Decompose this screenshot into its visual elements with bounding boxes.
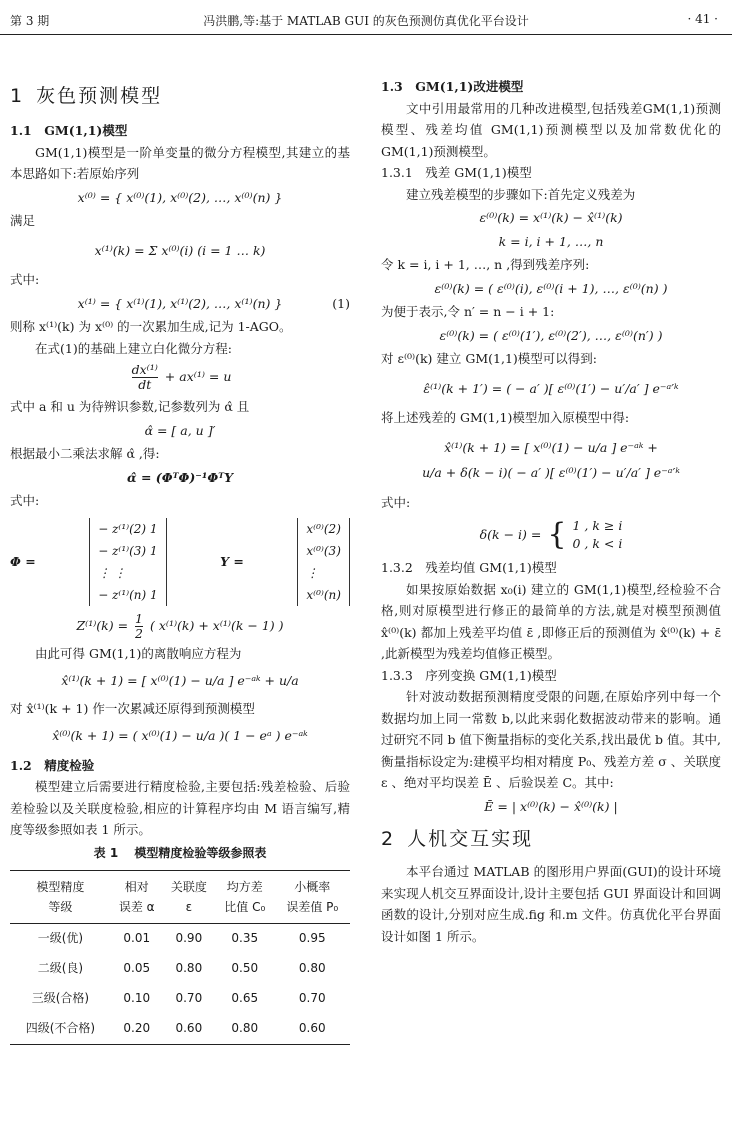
table-cell: 二级(良)	[37, 961, 84, 976]
table-row	[10, 954, 350, 984]
equation-rest: + ax⁽¹⁾ = u	[164, 369, 232, 384]
table-cell: 0.95	[298, 931, 326, 946]
table-cell: 0.70	[175, 991, 203, 1006]
denominator: dt	[138, 377, 152, 392]
table-cell: 三级(合格)	[31, 991, 90, 1006]
equation: ε⁽⁰⁾(k) = ( ε⁽⁰⁾(1′), ε⁽⁰⁾(2′), …, ε⁽⁰⁾(n′) )	[439, 327, 663, 343]
column-header	[275, 871, 350, 924]
matrix-row: − z⁽¹⁾(n) 1	[98, 587, 158, 602]
paragraph: 对 x̂⁽¹⁾(k + 1) 作一次累减还原得到预测模型	[10, 700, 255, 716]
equation: α̂ = [ a, u ]′	[144, 422, 216, 438]
equation-rhs: ( x⁽¹⁾(k) + x⁽¹⁾(k − 1) )	[149, 617, 284, 633]
header-line: 小概率	[294, 880, 331, 894]
header-line: 均方差	[226, 880, 263, 894]
vector-row: ⋮	[306, 565, 319, 580]
equation-body: x⁽¹⁾ = { x⁽¹⁾(1), x⁽¹⁾(2), …, x⁽¹⁾(n) }	[77, 295, 283, 311]
numerator: dx⁽¹⁾	[131, 362, 158, 377]
table-cell: 0.65	[231, 991, 259, 1006]
equation-whitening	[10, 363, 350, 392]
paragraph: 式中:	[381, 494, 411, 510]
case: 1 , k ≥ i	[572, 518, 623, 533]
paragraph: 模型建立后需要进行精度检验,主要包括:残差检验、后验差检验以及关联度检验,相应的计算程序均由 M 语言编写,精度等级参照如表 1 所示。	[10, 779, 350, 837]
subsection-1-1: 1.1 GM(1,1)模型	[10, 123, 128, 138]
paragraph: 式中:	[10, 493, 40, 508]
paragraph: 则称 x⁽¹⁾(k) 为 x⁽⁰⁾ 的一次累加生成,记为 1-AGO。	[10, 319, 292, 334]
equation: ε⁽⁰⁾(k) = x⁽¹⁾(k) − x̂⁽¹⁾(k)	[479, 210, 623, 225]
equation: x̂⁽¹⁾(k + 1) = [ x⁽⁰⁾(1) − u/a ] e⁻ᵃᵏ + u/a	[61, 673, 299, 688]
paragraph: 文中引用最常用的几种改进模型,包括残差GM(1,1)预测模型、残差均值 GM(1,1)预测模型以及加常数优化的 GM(1,1)预测模型。	[381, 100, 721, 159]
y-vector	[297, 518, 350, 606]
equation-delta	[381, 517, 721, 553]
numerator: 1	[135, 610, 143, 626]
table-cell: 四级(不合格)	[25, 1021, 96, 1036]
header-line: 等级	[48, 900, 73, 914]
table-cell: 0.60	[175, 1021, 203, 1036]
table-cell: 0.80	[231, 1021, 259, 1036]
subsubsection-1-3-1: 1.3.1 残差 GM(1,1)模型	[381, 165, 532, 180]
table-cell: 0.90	[175, 931, 203, 946]
table-cell: 一级(优)	[37, 931, 84, 946]
denominator: 2	[135, 625, 143, 641]
section-title: 灰色预测模型	[36, 85, 163, 107]
table-row	[10, 984, 350, 1014]
equation: k = i, i + 1, …, n	[498, 233, 604, 249]
table-cell: 0.70	[298, 991, 326, 1006]
paragraph: GM(1,1)模型是一阶单变量的微分方程模型,其建立的基本思路如下:若原始序列	[10, 144, 350, 181]
table-cell: 0.50	[231, 961, 259, 976]
paragraph: 满足	[10, 213, 36, 228]
table-cell: 0.80	[175, 961, 203, 976]
table-cell: 0.10	[123, 991, 151, 1006]
table-cell: 0.80	[298, 961, 326, 976]
fraction	[132, 363, 158, 392]
y-label: Y =	[220, 553, 244, 569]
section-title: 人机交互实现	[407, 828, 534, 850]
paragraph: 由此可得 GM(1,1)的离散响应方程为	[35, 645, 242, 661]
header-line: 比值 C₀	[224, 900, 266, 914]
section-number: 1	[10, 85, 25, 107]
matrix-row: ⋮ ⋮	[98, 565, 127, 580]
paragraph: 如果按原始数据 x₀(i) 建立的 GM(1,1)模型,经检验不合格,则对原模型进行修正的最简单的方法,就是对模型预测值 x̂⁽⁰⁾(k) 都加上残差平均值 ε̄ ,即修正后的预测值为 x̂⁽⁰⁾(k) + ε̄ ,此新模型为残差均值修正模型。	[381, 581, 721, 661]
header-line: 相对	[124, 880, 149, 894]
paragraph: 为便于表示,令 n′ = n − i + 1:	[381, 304, 555, 319]
subsubsection-1-3-3: 1.3.3 序列变换 GM(1,1)模型	[381, 667, 557, 683]
header-line: 误差值 P₀	[286, 900, 339, 914]
paragraph: 式中 a 和 u 为待辨识参数,记参数列为 α̂ 且	[10, 399, 250, 414]
column-header	[10, 871, 111, 924]
page-number: · 41 ·	[687, 12, 718, 26]
table-cell: 0.20	[123, 1021, 151, 1036]
equation: ε⁽⁰⁾(k) = ( ε⁽⁰⁾(i), ε⁽⁰⁾(i + 1), …, ε⁽⁰⁾(n) )	[434, 280, 668, 296]
equation: x⁽¹⁾(k) = Σ x⁽⁰⁾(i) (i = 1 … k)	[94, 242, 266, 258]
issue-number: 第 3 期	[10, 14, 50, 28]
header-line: ε	[185, 900, 193, 914]
running-title: 冯洪鹏,等:基于 MATLAB GUI 的灰色预测仿真优化平台设计	[203, 14, 529, 28]
paragraph: 令 k = i, i + 1, …, n ,得到残差序列:	[381, 257, 590, 272]
paragraph: 根据最小二乘法求解 α̂ ,得:	[10, 446, 160, 461]
equation: x̂⁽⁰⁾(k + 1) = ( x⁽⁰⁾(1) − u/a )( 1 − eᵃ ) e⁻ᵃᵏ	[52, 728, 308, 743]
phi-label: Φ =	[10, 553, 36, 569]
header-line: 误差 α	[118, 900, 155, 914]
section-1-heading	[10, 82, 350, 110]
paragraph: 式中:	[10, 272, 40, 287]
fraction	[135, 612, 143, 641]
table-row	[10, 1014, 350, 1045]
table-caption: 表 1 模型精度检验等级参照表	[93, 845, 267, 860]
phi-matrix	[89, 518, 166, 606]
equation: ε̂⁽¹⁾(k + 1′) = ( − a′ )[ ε⁽⁰⁾(1′) − u′/a′ ] e⁻ᵃ′ᵏ	[423, 380, 679, 396]
table-header-row	[10, 871, 350, 924]
column-header	[215, 871, 275, 924]
subsubsection-1-3-2: 1.3.2 残差均值 GM(1,1)模型	[381, 560, 557, 575]
subsection-1-3: 1.3 GM(1,1)改进模型	[381, 79, 524, 94]
table-cell: 0.35	[231, 931, 259, 946]
equation: x⁽⁰⁾ = { x⁽⁰⁾(1), x⁽⁰⁾(2), …, x⁽⁰⁾(n) }	[77, 189, 283, 205]
paragraph: 针对波动数据预测精度受限的问题,在原始序列中每一个数据均加上同一常数 b,以此来弱化数据波动带来的影响。通过研究不同 b 值下衡量指标的变化关系,找出最优 b 值。其中,衡量指标设定为:建模平均相对精度 P₀、残差方差 σ 、关联度 ε 、绝对平均误差 Ē 、后验误差 C。其中:	[381, 689, 721, 790]
equation-number: (1)	[332, 295, 350, 311]
vector-row: x⁽⁰⁾(2)	[306, 521, 341, 536]
column-header	[163, 871, 215, 924]
equation: Ē = | x⁽⁰⁾(k) − x̂⁽⁰⁾(k) |	[484, 798, 618, 814]
header-line: 关联度	[170, 880, 207, 894]
running-header	[0, 8, 732, 35]
column-header	[111, 871, 163, 924]
vector-row: x⁽⁰⁾(3)	[306, 543, 341, 558]
paragraph: 将上述残差的 GM(1,1)模型加入原模型中得:	[381, 410, 630, 425]
paragraph: 对 ε⁽⁰⁾(k) 建立 GM(1,1)模型可以得到:	[381, 351, 598, 366]
piecewise-cases	[572, 517, 622, 553]
equation-1	[10, 293, 350, 315]
left-column	[10, 70, 350, 1045]
equation-lhs: Z⁽¹⁾(k) =	[76, 617, 129, 633]
paragraph: 在式(1)的基础上建立白化微分方程:	[35, 340, 232, 356]
matrix-row: − z⁽¹⁾(3) 1	[98, 543, 158, 558]
equation: u/a + δ(k − i)( − a′ )[ ε⁽⁰⁾(1′) − u′/a′ ] e⁻ᵃ′ᵏ	[422, 465, 680, 480]
vector-row: x⁽⁰⁾(n)	[306, 587, 341, 602]
left-brace: {	[547, 517, 567, 552]
section-number: 2	[381, 828, 396, 850]
accuracy-grade-table	[10, 870, 350, 1045]
table-cell: 0.60	[298, 1021, 326, 1036]
equation: x̂⁽¹⁾(k + 1) = [ x⁽⁰⁾(1) − u/a ] e⁻ᵃᵏ +	[444, 439, 658, 455]
paragraph: 本平台通过 MATLAB 的图形用户界面(GUI)的设计环境来实现人机交互界面设计,设计主要包括 GUI 界面设计和回调函数的设计,分别对应生成.fig 和.m 文件。仿真优化平台界面设计如图 1 所示。	[381, 864, 721, 944]
section-2-heading	[381, 825, 721, 853]
matrix-row: − z⁽¹⁾(2) 1	[98, 521, 158, 536]
equation-z	[10, 612, 350, 641]
table-cell: 0.01	[123, 931, 151, 946]
matrix-definitions	[10, 518, 350, 606]
case: 0 , k < i	[572, 536, 623, 551]
table-cell: 0.05	[123, 961, 151, 976]
table-row	[10, 924, 350, 955]
subsection-1-2: 1.2 精度检验	[10, 757, 95, 773]
right-column	[381, 70, 721, 947]
equation: α̂ = (ΦᵀΦ)⁻¹ΦᵀY	[126, 469, 233, 485]
equation-lhs: δ(k − i) =	[479, 527, 542, 543]
header-line: 模型精度	[36, 880, 85, 894]
paragraph: 建立残差模型的步骤如下:首先定义残差为	[406, 186, 636, 202]
